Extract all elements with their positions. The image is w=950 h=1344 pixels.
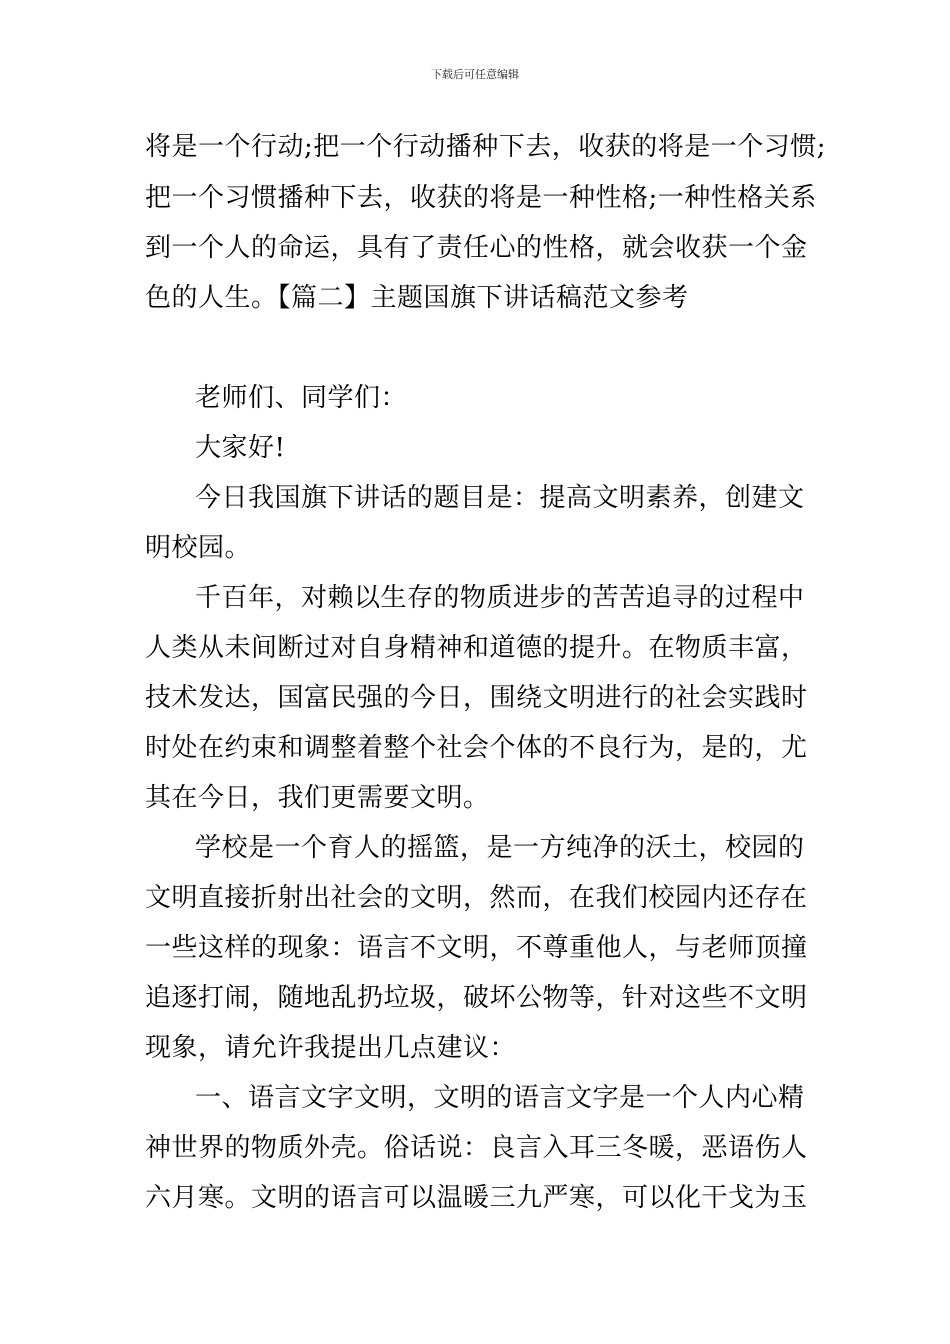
paragraph-line: 将是一个行动;把一个行动播种下去，收获的将是一个习惯; [145,132,827,162]
paragraph-line: 色的人生。【篇二】主题国旗下讲话稿范文参考 [145,283,689,313]
paragraph-line: 其在今日，我们更需要文明。 [145,783,490,813]
page-header: 下载后可任意编辑 [431,68,519,81]
paragraph-line: 文明直接折射出社会的文明，然而，在我们校园内还存在 [145,883,808,913]
paragraph-line: 一、语言文字文明，文明的语言文字是一个人内心精 [195,1083,805,1113]
paragraph-line: 一些这样的现象：语言不文明，不尊重他人，与老师顶撞 [145,933,808,963]
paragraph-line: 明校园。 [145,533,252,563]
greeting-line: 大家好! [195,433,286,463]
paragraph-line: 时处在约束和调整着整个社会个体的不良行为，是的，尤 [145,733,808,763]
paragraph-line: 现象，请允许我提出几点建议： [145,1033,517,1063]
paragraph-line: 今日我国旗下讲话的题目是：提高文明素养，创建文 [195,483,805,513]
paragraph-line: 追逐打闹，随地乱扔垃圾，破坏公物等，针对这些不文明 [145,983,808,1013]
paragraph-line: 把一个习惯播种下去，收获的将是一种性格;一种性格关系 [145,183,817,213]
paragraph-line: 学校是一个育人的摇篮，是一方纯净的沃土，校园的 [195,833,805,863]
salutation-line: 老师们、同学们： [195,383,408,413]
paragraph-line: 六月寒。文明的语言可以温暖三九严寒，可以化干戈为玉 [145,1183,808,1213]
paragraph-line: 到一个人的命运，具有了责任心的性格，就会收获一个金 [145,233,808,263]
paragraph-line: 神世界的物质外壳。俗话说：良言入耳三冬暖，恶语伤人 [145,1133,808,1163]
paragraph-line: 人类从未间断过对自身精神和道德的提升。在物质丰富， [145,633,808,663]
paragraph-line: 千百年，对赖以生存的物质进步的苦苦追寻的过程中 [195,583,805,613]
paragraph-line: 技术发达，国富民强的今日，围绕文明进行的社会实践时 [145,683,808,713]
